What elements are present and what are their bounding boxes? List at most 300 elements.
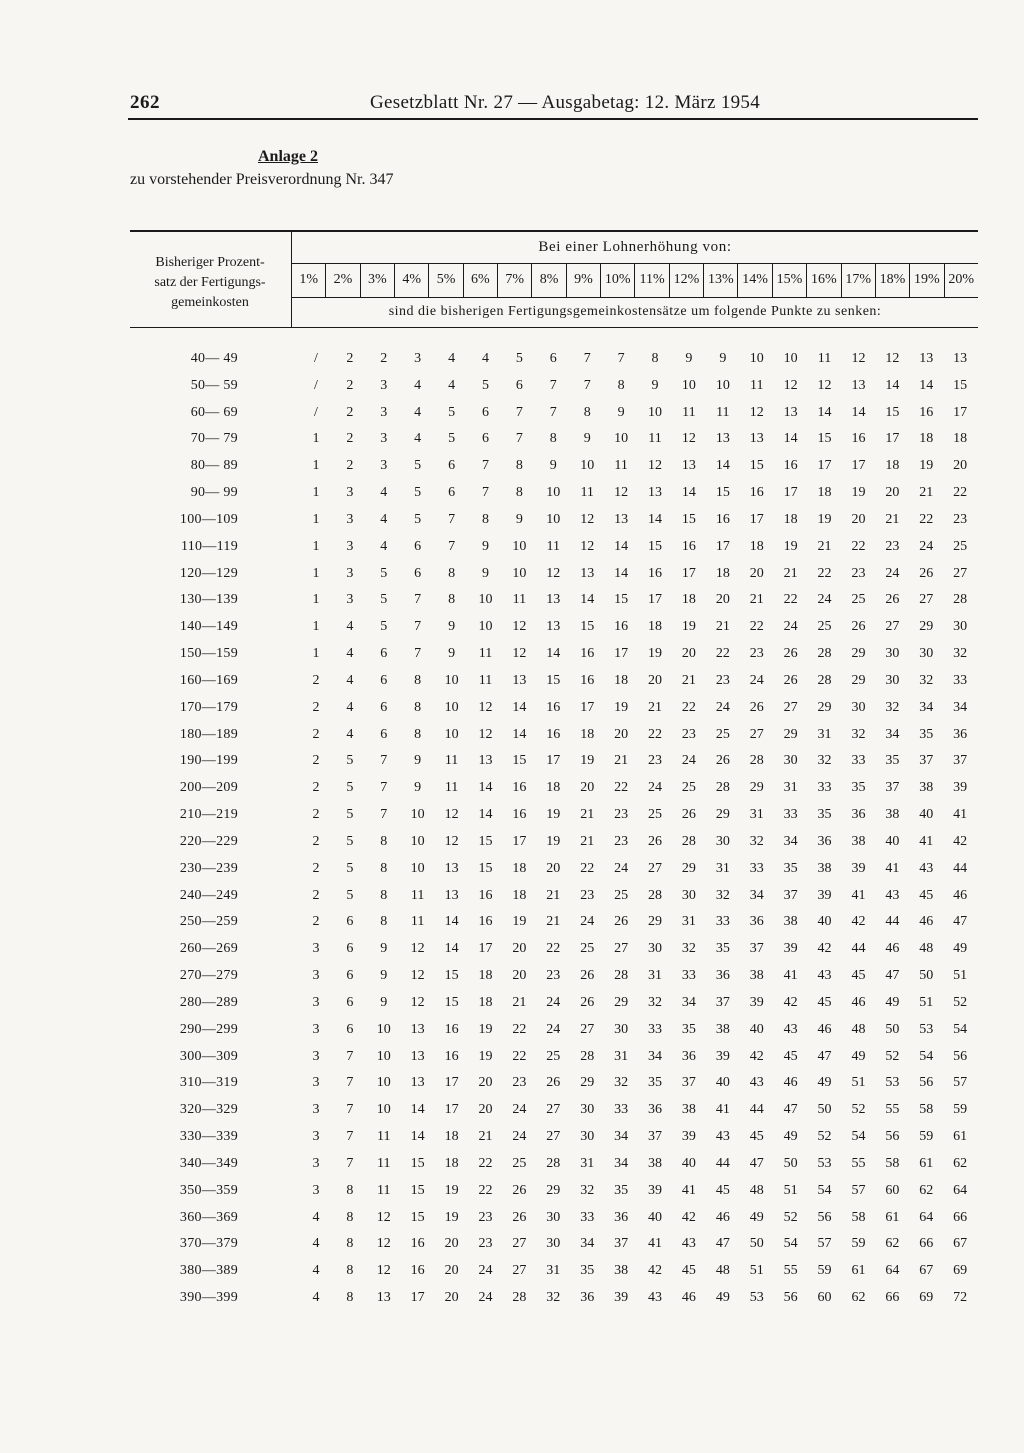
table-cell: 8 <box>583 404 591 420</box>
table-cell: 58 <box>919 1102 934 1118</box>
table-cell: 3 <box>380 377 388 393</box>
table-cell: 13 <box>851 377 866 393</box>
table-cell: 55 <box>783 1263 798 1279</box>
table-cell: 5 <box>380 619 388 635</box>
table-cell: 14 <box>614 565 629 581</box>
table-cell: 61 <box>885 1209 900 1225</box>
table-cell: 34 <box>783 833 798 849</box>
table-cell: 20 <box>681 646 696 662</box>
row-values <box>299 695 977 721</box>
row-values <box>299 936 977 962</box>
table-cell: 41 <box>783 968 798 984</box>
table-cell: / <box>314 377 318 393</box>
table-cell: 39 <box>817 887 832 903</box>
table-cell: 12 <box>478 726 493 742</box>
table-cell: 9 <box>515 511 523 527</box>
row-values <box>299 722 977 748</box>
row-range-label: 80— 89 <box>190 458 238 474</box>
table-cell: 42 <box>783 994 798 1010</box>
table-cell: 2 <box>380 351 388 366</box>
table-cell: 28 <box>817 672 832 688</box>
table-cell: 31 <box>648 968 663 984</box>
table-cell: 15 <box>580 619 595 635</box>
table-cell: 31 <box>580 1155 595 1171</box>
table-cell: 7 <box>414 592 422 608</box>
table-cell: 8 <box>380 914 388 930</box>
row-range-label: 350—359 <box>179 1182 238 1198</box>
table-cell: 26 <box>919 565 934 581</box>
table-cell: 41 <box>648 1236 663 1252</box>
table-row <box>0 1231 1024 1258</box>
table-cell: 26 <box>681 807 696 823</box>
row-values <box>299 668 977 694</box>
table-cell: 18 <box>953 431 968 447</box>
table-cell: 22 <box>512 1021 527 1037</box>
table-cell: 37 <box>648 1129 663 1145</box>
table-cell: 49 <box>783 1129 798 1145</box>
table-cell: 27 <box>614 941 629 957</box>
table-cell: 9 <box>685 351 693 366</box>
table-cell: 10 <box>783 351 798 366</box>
table-cell: 16 <box>444 1021 459 1037</box>
percent-header: 17% <box>841 263 875 297</box>
table-cell: 16 <box>410 1263 425 1279</box>
table-cell: 14 <box>817 404 832 420</box>
table-cell: 19 <box>817 511 832 527</box>
table-cell: 7 <box>380 780 388 796</box>
table-cell: 11 <box>478 646 493 662</box>
table-cell: 2 <box>312 672 320 688</box>
table-cell: 10 <box>648 404 663 420</box>
table-cell: 37 <box>885 780 900 796</box>
row-values <box>299 748 977 774</box>
table-cell: 26 <box>715 753 730 769</box>
table-cell: 35 <box>783 860 798 876</box>
table-cell: 5 <box>481 377 489 393</box>
table-cell: 58 <box>851 1209 866 1225</box>
table-cell: 3 <box>380 431 388 447</box>
table-row <box>0 748 1024 775</box>
table-cell: 25 <box>580 941 595 957</box>
table-cell: 19 <box>444 1209 459 1225</box>
table-cell: 45 <box>749 1129 764 1145</box>
table-cell: 61 <box>953 1129 968 1145</box>
table-cell: 7 <box>380 807 388 823</box>
table-cell: 1 <box>312 485 320 501</box>
table-cell: 27 <box>580 1021 595 1037</box>
table-cell: 59 <box>919 1129 934 1145</box>
table-cell: 16 <box>546 699 561 715</box>
table-cell: 62 <box>851 1289 866 1305</box>
table-cell: 50 <box>919 968 934 984</box>
table-cell: 37 <box>919 753 934 769</box>
table-cell: 3 <box>312 1155 320 1171</box>
table-cell: 38 <box>681 1102 696 1118</box>
table-cell: 18 <box>648 619 663 635</box>
table-cell: 23 <box>681 726 696 742</box>
table-cell: 7 <box>617 351 625 366</box>
table-cell: 6 <box>481 431 489 447</box>
table-cell: 17 <box>817 458 832 474</box>
table-cell: 32 <box>715 887 730 903</box>
table-cell: 36 <box>648 1102 663 1118</box>
column-group-title: Bei einer Lohnerhöhung von: <box>538 239 732 255</box>
table-cell: 25 <box>851 592 866 608</box>
table-cell: 47 <box>749 1155 764 1171</box>
table-cell: 21 <box>546 914 561 930</box>
table-cell: 5 <box>346 860 354 876</box>
table-cell: 30 <box>783 753 798 769</box>
table-cell: 10 <box>376 1048 391 1064</box>
table-cell: 57 <box>851 1182 866 1198</box>
table-cell: 8 <box>515 485 523 501</box>
table-cell: 44 <box>851 941 866 957</box>
table-cell: 66 <box>919 1236 934 1252</box>
table-cell: 33 <box>783 807 798 823</box>
row-range-label: 370—379 <box>179 1236 238 1252</box>
table-cell: 9 <box>414 780 422 796</box>
table-row <box>0 856 1024 883</box>
table-cell: 38 <box>851 833 866 849</box>
table-cell: 30 <box>681 887 696 903</box>
row-values <box>299 480 977 506</box>
table-cell: 17 <box>783 485 798 501</box>
table-cell: 23 <box>614 807 629 823</box>
table-cell: 12 <box>376 1236 391 1252</box>
table-cell: 8 <box>414 726 422 742</box>
table-cell: 14 <box>580 592 595 608</box>
table-row <box>0 963 1024 990</box>
table-cell: 28 <box>512 1289 527 1305</box>
table-row <box>0 453 1024 480</box>
row-values <box>299 1044 977 1070</box>
table-cell: 32 <box>817 753 832 769</box>
table-cell: 37 <box>749 941 764 957</box>
table-cell: 24 <box>817 592 832 608</box>
table-cell: 21 <box>512 994 527 1010</box>
table-cell: 4 <box>414 404 422 420</box>
table-cell: 17 <box>546 753 561 769</box>
table-cell: 30 <box>953 619 968 635</box>
table-cell: 11 <box>817 351 832 366</box>
table-row <box>0 883 1024 910</box>
table-cell: 53 <box>817 1155 832 1171</box>
table-cell: 13 <box>614 511 629 527</box>
table-cell: 36 <box>614 1209 629 1225</box>
table-row <box>0 561 1024 588</box>
table-cell: 31 <box>715 860 730 876</box>
table-cell: 16 <box>512 807 527 823</box>
table-cell: 20 <box>851 511 866 527</box>
table-cell: 7 <box>414 646 422 662</box>
table-cell: 5 <box>414 458 422 474</box>
table-cell: 17 <box>648 592 663 608</box>
table-cell: 18 <box>512 887 527 903</box>
row-values <box>299 802 977 828</box>
table-cell: 7 <box>583 351 591 366</box>
table-cell: 7 <box>448 538 456 554</box>
table-cell: 14 <box>478 807 493 823</box>
table-cell: 12 <box>648 458 663 474</box>
row-range-label: 320—329 <box>179 1102 238 1118</box>
table-cell: 7 <box>515 404 523 420</box>
table-cell: 24 <box>681 753 696 769</box>
table-cell: 8 <box>481 511 489 527</box>
percent-header: 9% <box>566 263 600 297</box>
table-cell: 1 <box>312 565 320 581</box>
table-cell: 4 <box>346 619 354 635</box>
table-cell: 42 <box>851 914 866 930</box>
table-cell: 27 <box>512 1236 527 1252</box>
table-cell: 6 <box>346 914 354 930</box>
table-cell: 12 <box>444 807 459 823</box>
table-cell: 14 <box>614 538 629 554</box>
table-cell: 4 <box>312 1236 320 1252</box>
table-cell: 20 <box>715 592 730 608</box>
row-values <box>299 534 977 560</box>
table-cell: 12 <box>546 565 561 581</box>
table-cell: 13 <box>648 485 663 501</box>
table-cell: 22 <box>478 1182 493 1198</box>
table-cell: 2 <box>312 699 320 715</box>
row-values <box>299 400 977 426</box>
table-cell: 59 <box>817 1263 832 1279</box>
table-cell: 22 <box>749 619 764 635</box>
table-row <box>0 614 1024 641</box>
table-cell: 47 <box>817 1048 832 1064</box>
table-cell: 24 <box>614 860 629 876</box>
table-cell: 16 <box>749 485 764 501</box>
table-row <box>0 695 1024 722</box>
row-range-label: 70— 79 <box>190 431 238 447</box>
table-cell: 43 <box>648 1289 663 1305</box>
table-cell: 22 <box>851 538 866 554</box>
table-cell: 4 <box>346 672 354 688</box>
table-cell: 38 <box>783 914 798 930</box>
row-range-label: 300—309 <box>179 1048 238 1064</box>
table-cell: 46 <box>919 914 934 930</box>
table-cell: 30 <box>919 646 934 662</box>
table-cell: 58 <box>885 1155 900 1171</box>
table-cell: 14 <box>546 646 561 662</box>
table-cell: 25 <box>817 619 832 635</box>
table-cell: 54 <box>851 1129 866 1145</box>
table-cell: 51 <box>851 1075 866 1091</box>
table-cell: 6 <box>380 726 388 742</box>
table-row <box>0 936 1024 963</box>
table-cell: 22 <box>546 941 561 957</box>
table-cell: 3 <box>312 1048 320 1064</box>
table-cell: 3 <box>346 485 354 501</box>
table-cell: 9 <box>380 941 388 957</box>
table-cell: 57 <box>817 1236 832 1252</box>
table-cell: 27 <box>783 699 798 715</box>
table-cell: 30 <box>546 1236 561 1252</box>
table-cell: 10 <box>410 807 425 823</box>
row-values <box>299 990 977 1016</box>
table-cell: 10 <box>376 1021 391 1037</box>
percent-header: 2% <box>325 263 359 297</box>
table-cell: 2 <box>312 833 320 849</box>
table-cell: 24 <box>885 565 900 581</box>
table-cell: 2 <box>346 377 354 393</box>
table-cell: 1 <box>312 538 320 554</box>
table-cell: 48 <box>749 1182 764 1198</box>
table-cell: 14 <box>444 914 459 930</box>
table-cell: 9 <box>549 458 557 474</box>
table-cell: 10 <box>376 1075 391 1091</box>
table-cell: 15 <box>478 860 493 876</box>
table-cell: 27 <box>512 1263 527 1279</box>
table-cell: 4 <box>448 351 456 366</box>
table-cell: 18 <box>817 485 832 501</box>
table-cell: 28 <box>749 753 764 769</box>
table-cell: 10 <box>681 377 696 393</box>
table-cell: 36 <box>580 1289 595 1305</box>
table-row <box>0 1178 1024 1205</box>
table-cell: 5 <box>346 807 354 823</box>
table-cell: 56 <box>783 1289 798 1305</box>
table-cell: 18 <box>478 994 493 1010</box>
table-cell: 5 <box>448 404 456 420</box>
table-cell: 32 <box>749 833 764 849</box>
table-cell: 42 <box>648 1263 663 1279</box>
table-cell: 35 <box>885 753 900 769</box>
table-cell: 12 <box>851 351 866 366</box>
table-cell: 12 <box>410 994 425 1010</box>
table-cell: 49 <box>851 1048 866 1064</box>
table-cell: 8 <box>549 431 557 447</box>
table-cell: 31 <box>681 914 696 930</box>
table-cell: 40 <box>817 914 832 930</box>
table-cell: 19 <box>444 1182 459 1198</box>
table-cell: 5 <box>346 833 354 849</box>
table-cell: 59 <box>953 1102 968 1118</box>
table-cell: / <box>314 404 318 420</box>
table-cell: 43 <box>817 968 832 984</box>
table-cell: 17 <box>885 431 900 447</box>
table-row <box>0 1124 1024 1151</box>
table-cell: 15 <box>444 994 459 1010</box>
table-cell: 16 <box>512 780 527 796</box>
table-cell: 29 <box>919 619 934 635</box>
stub-column-header <box>135 253 285 313</box>
row-values <box>299 1017 977 1043</box>
table-cell: 50 <box>885 1021 900 1037</box>
table-cell: 19 <box>580 753 595 769</box>
table-cell: 19 <box>512 914 527 930</box>
table-cell: 45 <box>817 994 832 1010</box>
table-cell: 25 <box>614 887 629 903</box>
table-cell: 3 <box>312 968 320 984</box>
table-row <box>0 1044 1024 1071</box>
percent-header: 8% <box>531 263 565 297</box>
table-cell: 15 <box>648 538 663 554</box>
table-cell: 10 <box>410 860 425 876</box>
table-cell: 43 <box>715 1129 730 1145</box>
table-cell: 6 <box>414 538 422 554</box>
table-cell: 10 <box>614 431 629 447</box>
table-cell: 11 <box>410 887 425 903</box>
row-range-label: 120—129 <box>179 565 238 581</box>
table-cell: 9 <box>448 646 456 662</box>
table-cell: 17 <box>478 941 493 957</box>
row-values <box>299 1124 977 1150</box>
table-cell: 47 <box>715 1236 730 1252</box>
table-cell: 9 <box>481 565 489 581</box>
table-cell: 12 <box>614 485 629 501</box>
table-cell: 15 <box>546 672 561 688</box>
table-cell: 56 <box>953 1048 968 1064</box>
table-cell: 46 <box>681 1289 696 1305</box>
table-cell: 2 <box>346 431 354 447</box>
table-cell: 24 <box>512 1129 527 1145</box>
table-cell: 8 <box>380 833 388 849</box>
table-cell: 44 <box>715 1155 730 1171</box>
table-cell: 10 <box>546 511 561 527</box>
table-cell: 22 <box>648 726 663 742</box>
table-cell: 10 <box>478 592 493 608</box>
table-cell: 54 <box>783 1236 798 1252</box>
table-cell: 8 <box>448 592 456 608</box>
table-cell: 20 <box>580 780 595 796</box>
table-cell: 21 <box>648 699 663 715</box>
table-cell: 11 <box>444 753 459 769</box>
table-cell: 28 <box>715 780 730 796</box>
table-cell: 21 <box>580 833 595 849</box>
table-cell: 39 <box>614 1289 629 1305</box>
table-cell: 11 <box>546 538 561 554</box>
table-cell: 20 <box>512 941 527 957</box>
table-cell: 18 <box>681 592 696 608</box>
table-cell: 7 <box>346 1129 354 1145</box>
table-cell: 26 <box>885 592 900 608</box>
table-cell: 36 <box>817 833 832 849</box>
percent-header: 5% <box>428 263 462 297</box>
table-cell: 11 <box>377 1182 391 1198</box>
table-cell: 12 <box>410 941 425 957</box>
table-cell: 11 <box>478 672 493 688</box>
row-range-label: 170—179 <box>179 699 238 715</box>
table-cell: 10 <box>410 833 425 849</box>
table-cell: 45 <box>919 887 934 903</box>
table-cell: 28 <box>817 646 832 662</box>
table-cell: 23 <box>546 968 561 984</box>
table-cell: 50 <box>817 1102 832 1118</box>
row-values <box>299 1178 977 1204</box>
table-cell: 15 <box>681 511 696 527</box>
table-cell: 14 <box>885 377 900 393</box>
table-cell: 5 <box>346 780 354 796</box>
table-cell: 15 <box>444 968 459 984</box>
table-cell: 19 <box>478 1048 493 1064</box>
table-row <box>0 480 1024 507</box>
table-cell: 25 <box>715 726 730 742</box>
table-cell: 11 <box>580 485 594 501</box>
table-cell: 1 <box>312 619 320 635</box>
row-range-label: 130—139 <box>179 592 238 608</box>
table-cell: 17 <box>614 646 629 662</box>
table-cell: 33 <box>749 860 764 876</box>
table-cell: 14 <box>410 1129 425 1145</box>
table-cell: 9 <box>448 619 456 635</box>
table-cell: 3 <box>346 538 354 554</box>
table-cell: 8 <box>651 351 659 366</box>
table-row <box>0 1205 1024 1232</box>
table-cell: 35 <box>580 1263 595 1279</box>
table-cell: 5 <box>346 753 354 769</box>
table-cell: 21 <box>546 887 561 903</box>
